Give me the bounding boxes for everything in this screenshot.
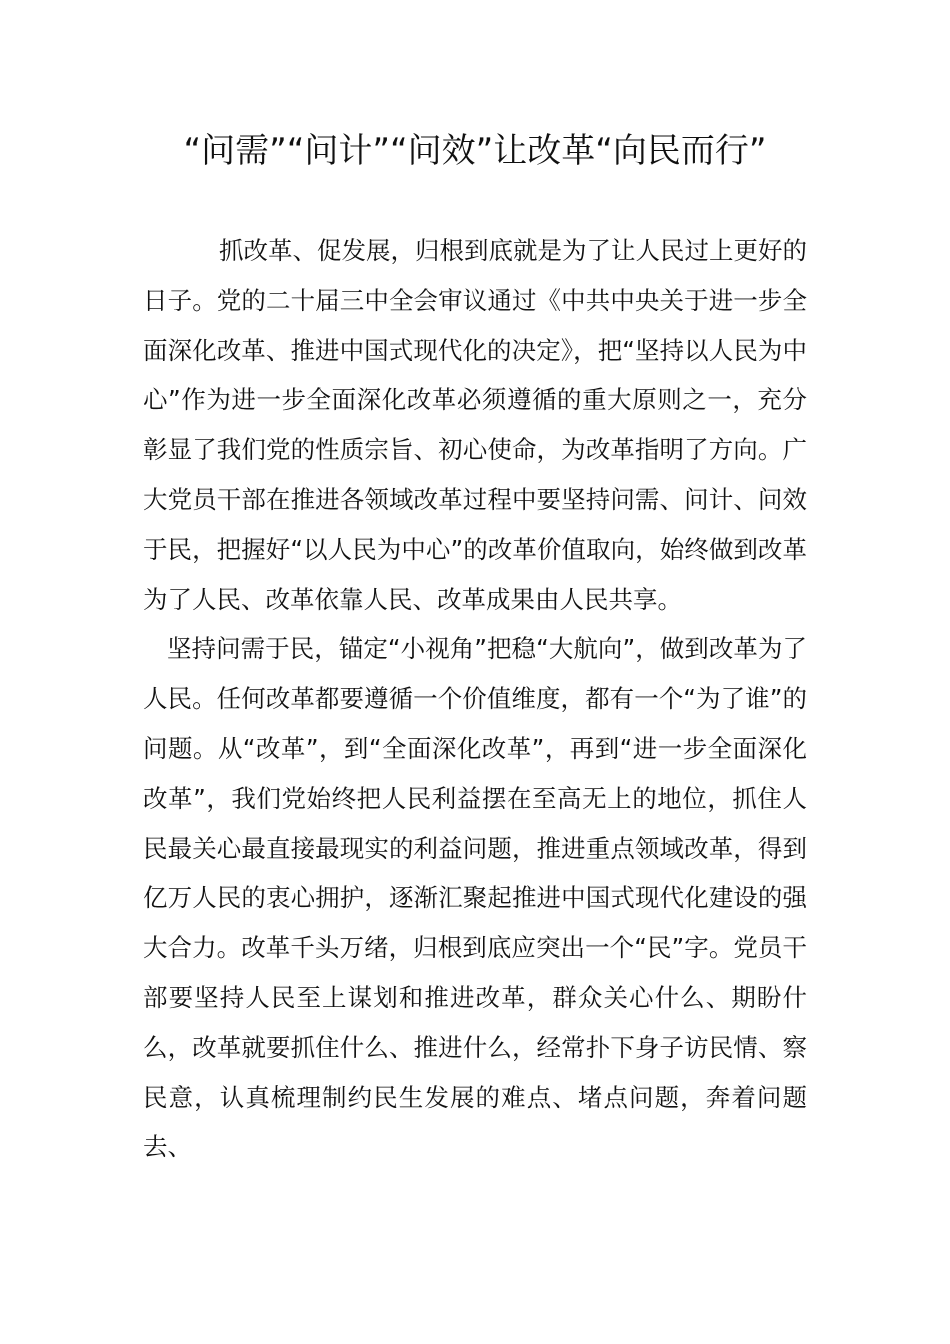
document-title: “问需”“问计”“问效”让改革“向民而行” <box>183 131 767 171</box>
paragraph-intro: 抓改革、促发展，归根到底就是为了让人民过上更好的日子。党的二十届三中全会审议通过《中共中央关于进一步全面深化改革、推进中国式现代化的决定》，把“坚持以人民为中心”作为进一步全面深化改革必须遵循的重大原则之一，充分彰显了我们党的性质宗旨、初心使命，为改革指明了方向。广大党员干部在推进各领域改革过程中要坚持问需、问计、问效于民，把握好“以人民为中心”的改革价值取向，始终做到改革为了人民、改革依靠人民、改革成果由人民共享。 <box>143 236 807 614</box>
paragraph-ask-needs: 坚持问需于民，锚定“小视角”把稳“大航向”，做到改革为了人民。任何改革都要遵循一个价值维度，都有一个“为了谁”的问题。从“改革”，到“全面深化改革”，再到“进一步全面深化改革”，我们党始终把人民利益摆在至高无上的地位，抓住人民最关心最直接最现实的利益问题，推进重点领域改革，得到亿万人民的衷心拥护，逐渐汇聚起推进中国式现代化建设的强大合力。改革千头万绪，归根到底应突出一个“民”字。党员干部要坚持人民至上谋划和推进改革，群众关心什么、期盼什么，改革就要抓住什么、推进什么，经常扑下身子访民情、察民意，认真梳理制约民生发展的难点、堵点问题，奔着问题去、 <box>143 634 807 1162</box>
document-body <box>143 226 807 1172</box>
